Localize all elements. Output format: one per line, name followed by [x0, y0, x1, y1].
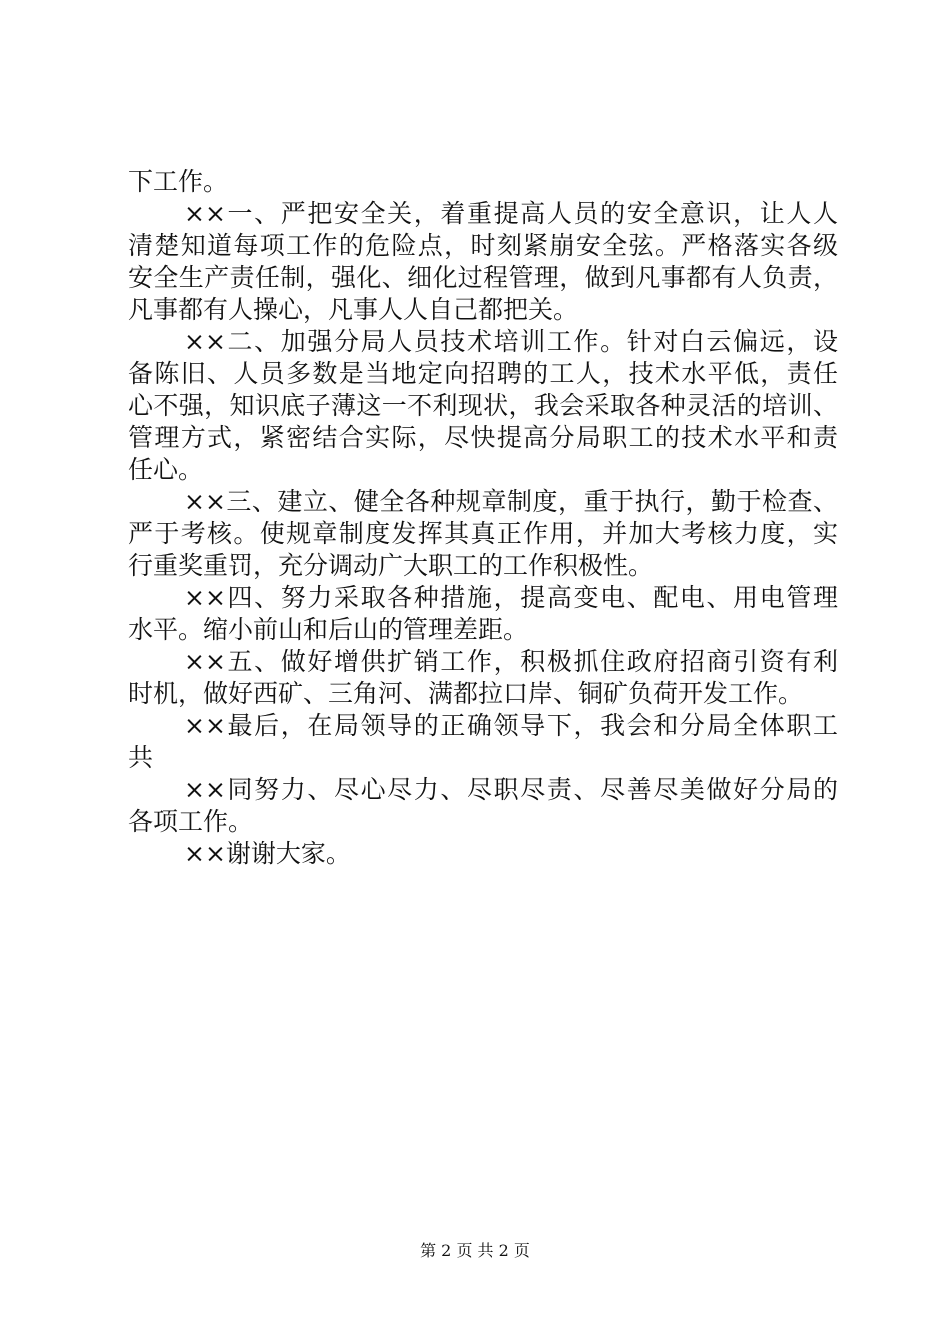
- text-line: 水平。缩小前山和后山的管理差距。: [128, 615, 529, 644]
- text-line: 共: [128, 743, 154, 772]
- text-line: 安全生产责任制，强化、细化过程管理，做到凡事都有人负责，: [128, 263, 838, 292]
- document-body: [128, 166, 838, 870]
- text-line: 心不强，知识底子薄这一不利现状，我会采取各种灵活的培训、: [128, 391, 838, 420]
- text-line: 凡事都有人操心，凡事人人自己都把关。: [128, 295, 579, 324]
- text-line: 备陈旧、人员多数是当地定向招聘的工人，技术水平低，责任: [128, 359, 838, 388]
- text-line: ××四、努力采取各种措施，提高变电、配电、用电管理: [184, 583, 838, 612]
- text-line: ××二、加强分局人员技术培训工作。针对白云偏远，设: [184, 327, 838, 356]
- text-line: 任心。: [128, 455, 204, 484]
- text-line: ××一、严把安全关，着重提高人员的安全意识，让人人: [184, 199, 838, 228]
- text-line: ××三、建立、健全各种规章制度，重于执行，勤于检查、: [184, 487, 838, 516]
- page-footer: [0, 1241, 950, 1261]
- page-indicator: 第 2 页 共 2 页: [420, 1241, 530, 1260]
- text-line: 严于考核。使规章制度发挥其真正作用，并加大考核力度，实: [128, 519, 838, 548]
- text-line: 清楚知道每项工作的危险点，时刻紧崩安全弦。严格落实各级: [128, 231, 838, 260]
- text-line: 时机，做好西矿、三角河、满都拉口岸、铜矿负荷开发工作。: [128, 679, 804, 708]
- text-line: 下工作。: [128, 167, 229, 196]
- text-line: ××同努力、尽心尽力、尽职尽责、尽善尽美做好分局的: [184, 775, 838, 804]
- text-line: ××最后，在局领导的正确领导下，我会和分局全体职工: [184, 711, 838, 740]
- text-line: 管理方式，紧密结合实际，尽快提高分局职工的技术水平和责: [128, 423, 838, 452]
- text-line: 各项工作。: [128, 807, 254, 836]
- text-line: ××五、做好增供扩销工作，积极抓住政府招商引资有利: [184, 647, 838, 676]
- text-line: 行重奖重罚，充分调动广大职工的工作积极性。: [128, 551, 654, 580]
- text-line: ××谢谢大家。: [184, 839, 351, 868]
